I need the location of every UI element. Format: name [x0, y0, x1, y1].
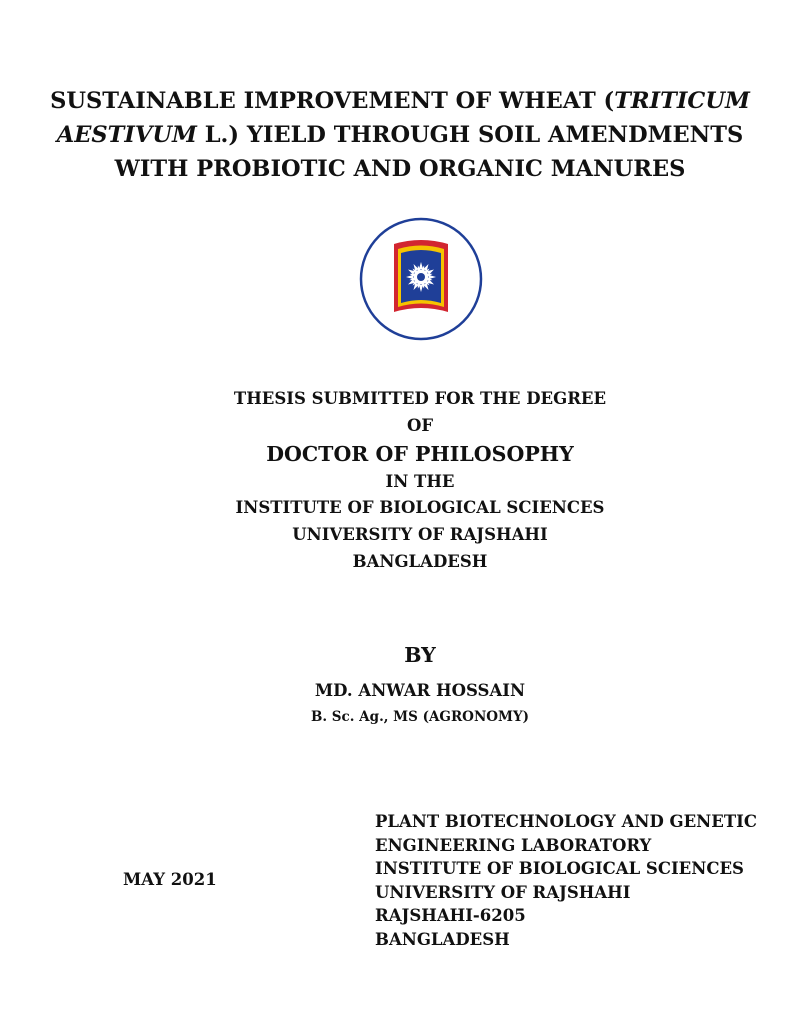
university-of-rajshahi-crest-icon: [358, 216, 484, 342]
title-line-1: [0, 84, 800, 118]
affiliation-line: RAJSHAHI-6205: [375, 906, 526, 925]
degree-university: UNIVERSITY OF RAJSHAHI: [292, 525, 548, 544]
degree-name: DOCTOR OF PHILOSOPHY: [266, 442, 574, 466]
title-italic-genus: TRITICUM: [614, 88, 750, 114]
author-by: BY: [404, 643, 436, 667]
degree-in-the-line: IN THE: [385, 472, 455, 491]
degree-of-line: OF: [406, 416, 434, 435]
thesis-title: [0, 84, 800, 186]
degree-submission-line: THESIS SUBMITTED FOR THE DEGREE: [233, 389, 607, 408]
affiliation-block: [375, 810, 757, 951]
crest-graphic: [358, 216, 484, 342]
affiliation-line: INSTITUTE OF BIOLOGICAL SCIENCES: [375, 859, 744, 878]
author-credentials: B. Sc. Ag., MS (AGRONOMY): [310, 709, 530, 725]
degree-institute: INSTITUTE OF BIOLOGICAL SCIENCES: [235, 498, 605, 517]
affiliation-line: PLANT BIOTECHNOLOGY AND GENETIC: [375, 812, 757, 831]
degree-country: BANGLADESH: [352, 552, 488, 571]
title-line-3: WITH PROBIOTIC AND ORGANIC MANURES: [114, 156, 686, 182]
title-line-1-text: SUSTAINABLE IMPROVEMENT OF WHEAT (: [50, 88, 615, 114]
affiliation-line: BANGLADESH: [375, 929, 510, 949]
title-line-2: [0, 118, 800, 152]
submission-date: MAY 2021: [123, 870, 217, 889]
title-line-2-text: L.) YIELD THROUGH SOIL AMENDMENTS: [196, 122, 744, 148]
author-name: MD. ANWAR HOSSAIN: [314, 681, 526, 700]
title-italic-species: AESTIVUM: [56, 122, 197, 148]
affiliation-line: ENGINEERING LABORATORY: [375, 835, 652, 855]
affiliation-line: UNIVERSITY OF RAJSHAHI: [375, 882, 631, 902]
